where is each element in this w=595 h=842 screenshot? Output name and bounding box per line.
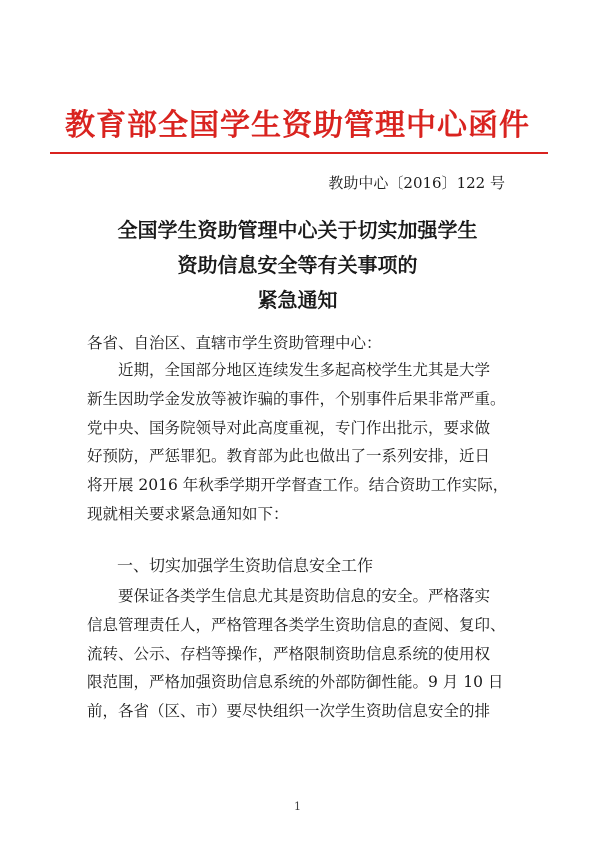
document-number: 教助中心〔2016〕122 号 <box>328 174 505 192</box>
paragraph-2-line: 流转、公示、存档等操作，严格限制资助信息系统的使用权 <box>87 644 491 663</box>
paragraph-2-line: 前，各省（区、市）要尽快组织一次学生资助信息安全的排 <box>87 702 491 721</box>
paragraph-1-line: 将开展 2016 年秋季学期开学督查工作。结合资助工作实际， <box>87 476 509 495</box>
title-line-1: 全国学生资助管理中心关于切实加强学生 <box>117 218 478 242</box>
paragraph-1-line: 好预防，严惩罪犯。教育部为此也做出了一系列安排，近日 <box>87 447 491 466</box>
paragraph-2-line: 信息管理责任人，严格管理各类学生资助信息的查阅、复印、 <box>87 615 506 634</box>
paragraph-1-line: 近期，全国部分地区连续发生多起高校学生尤其是大学 <box>118 361 491 379</box>
paragraph-1-line: 现就相关要求紧急通知如下： <box>87 504 289 523</box>
red-rule <box>50 152 548 154</box>
paragraph-1-line: 党中央、国务院领导对此高度重视，专门作出批示，要求做 <box>87 418 491 437</box>
page-number: 1 <box>294 800 301 813</box>
paragraph-2-line: 要保证各类学生信息尤其是资助信息的安全。严格落实 <box>118 587 491 605</box>
section-1-heading: 一、切实加强学生资助信息安全工作 <box>117 556 374 575</box>
paragraph-1 <box>87 356 527 529</box>
title-line-3: 紧急通知 <box>257 288 338 312</box>
paragraph-2 <box>87 582 527 726</box>
salutation: 各省、自治区、直辖市学生资助管理中心： <box>87 334 382 352</box>
paragraph-1-line: 新生因助学金发放等被诈骗的事件，个别事件后果非常严重。 <box>87 389 506 408</box>
title-line-2: 资助信息安全等有关事项的 <box>177 253 418 277</box>
paragraph-2-line: 限范围，严格加强资助信息系统的外部防御性能。9 月 10 日 <box>87 673 504 692</box>
masthead: 教育部全国学生资助管理中心函件 <box>65 108 530 143</box>
